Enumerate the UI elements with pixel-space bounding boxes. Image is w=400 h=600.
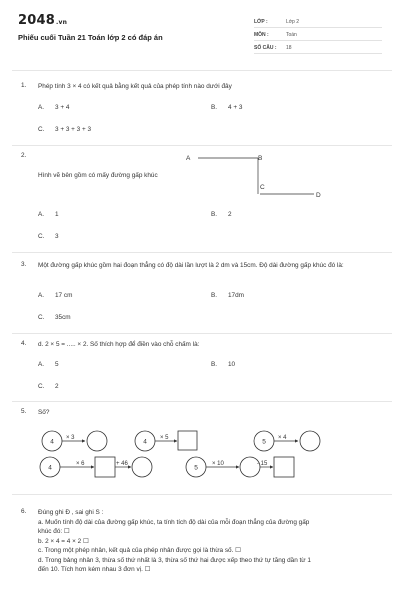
q1-option-b[interactable]: B. 4 + 3 bbox=[211, 104, 243, 111]
meta-count: SỐ CÂU : 18 bbox=[254, 43, 382, 54]
chain2-start-circle bbox=[135, 431, 155, 451]
q1-option-c[interactable]: C. 3 + 3 + 3 + 3 bbox=[38, 126, 92, 133]
q3-text: Một đường gấp khúc gồm hai đoạn thẳng có độ dài lần lượt là 2 dm và 15cm. Độ dài đường gấp khúc đó là: bbox=[38, 262, 344, 269]
meta-subject: MÔN : Toán bbox=[254, 30, 382, 41]
chain3-answer-circle bbox=[300, 431, 320, 451]
divider bbox=[12, 494, 392, 495]
worksheet-header bbox=[0, 0, 400, 66]
chain1-op: × 3 bbox=[66, 435, 75, 441]
chain3-start: 5 bbox=[262, 438, 266, 446]
q5-text: Số? bbox=[38, 409, 50, 416]
header-divider bbox=[12, 70, 392, 71]
q6-item-d-line2[interactable]: đến 10. Tích hơn kém nhau 3 đơn vị. ☐ bbox=[38, 566, 151, 574]
chain5-start: 5 bbox=[194, 464, 198, 472]
q4-option-a[interactable]: A. 5 bbox=[38, 361, 59, 368]
divider bbox=[12, 145, 392, 146]
q6-item-b[interactable]: b. 2 × 4 = 4 × 2 ☐ bbox=[38, 537, 89, 545]
q3-option-b[interactable]: B. 17dm bbox=[211, 292, 244, 299]
point-c-label: C bbox=[260, 184, 265, 191]
chain1-answer-circle bbox=[87, 431, 107, 451]
q6-item-c[interactable]: c. Trong một phép nhân, kết quả của phép nhân được gọi là thừa số. ☐ bbox=[38, 547, 241, 555]
q4-option-c[interactable]: C. 2 bbox=[38, 383, 59, 390]
chain3-op: × 4 bbox=[278, 435, 287, 441]
chain3-start-circle bbox=[254, 431, 274, 451]
site-logo[interactable]: 2048.vn bbox=[18, 13, 68, 28]
divider bbox=[12, 333, 392, 334]
chain5-start-circle bbox=[186, 457, 206, 477]
q4-option-b[interactable]: B. 10 bbox=[211, 361, 236, 368]
chain5-op2: - 15 bbox=[257, 461, 268, 467]
chain4-start: 4 bbox=[48, 464, 52, 472]
chain1-start: 4 bbox=[50, 438, 54, 446]
q2-option-b[interactable]: B. 2 bbox=[211, 211, 232, 218]
q6-statements bbox=[38, 518, 383, 574]
chain4-start-circle bbox=[40, 457, 60, 477]
chain4-op2: + 46 bbox=[116, 461, 128, 467]
chain1-start-circle bbox=[42, 431, 62, 451]
q5-number: 5. bbox=[21, 408, 27, 415]
q2-option-c[interactable]: C. 3 bbox=[38, 233, 59, 240]
page-title: Phiếu cuối Tuần 21 Toán lớp 2 có đáp án bbox=[18, 33, 163, 42]
q3-number: 3. bbox=[21, 261, 27, 268]
chain2-op: × 5 bbox=[160, 435, 169, 441]
q2-text: Hình vẽ bên gồm có mấy đường gấp khúc bbox=[38, 172, 158, 179]
q4-number: 4. bbox=[21, 340, 27, 347]
divider bbox=[12, 401, 392, 402]
divider bbox=[12, 252, 392, 253]
chain5-answer-box bbox=[274, 457, 294, 477]
q1-number: 1. bbox=[21, 82, 27, 89]
q6-text: Đúng ghi Đ , sai ghi S : bbox=[38, 509, 104, 516]
q2-number: 2. bbox=[21, 152, 27, 159]
chain2-answer-box bbox=[178, 431, 197, 450]
q4-text: d. 2 × 5 = ..... × 2. Số thích hợp để điền vào chỗ chấm là: bbox=[38, 341, 200, 348]
q6-item-a-line2[interactable]: khúc đó: ☐ bbox=[38, 528, 70, 536]
chain4-op1: × 6 bbox=[76, 461, 85, 467]
q1-text: Phép tính 3 × 4 có kết quả bằng kết quả của phép tính nào dưới đây bbox=[38, 83, 232, 90]
point-b-label: B bbox=[258, 155, 263, 162]
q6-number: 6. bbox=[21, 508, 27, 515]
chain2-start: 4 bbox=[143, 438, 147, 446]
q3-option-c[interactable]: C. 35cm bbox=[38, 314, 71, 321]
chain4-middle-box bbox=[95, 457, 115, 477]
chain5-middle-circle bbox=[240, 457, 260, 477]
q3-option-a[interactable]: A. 17 cm bbox=[38, 292, 73, 299]
chain5-op1: × 10 bbox=[212, 461, 224, 467]
chain4-answer-circle bbox=[132, 457, 152, 477]
q1-option-a[interactable]: A. 3 + 4 bbox=[38, 104, 70, 111]
meta-grade: LỚP : Lớp 2 bbox=[254, 17, 382, 28]
point-d-label: D bbox=[316, 192, 321, 199]
q6-item-d-line1[interactable]: d. Trong bảng nhân 3, thừa số thứ nhất là 3, thừa số thứ hai được xếp theo thứ tự tăng dần từ 1 bbox=[38, 556, 311, 564]
q2-option-a[interactable]: A. 1 bbox=[38, 211, 59, 218]
point-a-label: A bbox=[186, 155, 191, 162]
q6-item-a-line1[interactable]: a. Muốn tính độ dài của đường gấp khúc, ta tính tích độ dài của mỗi đoạn thẳng của đường gấp bbox=[38, 519, 310, 526]
